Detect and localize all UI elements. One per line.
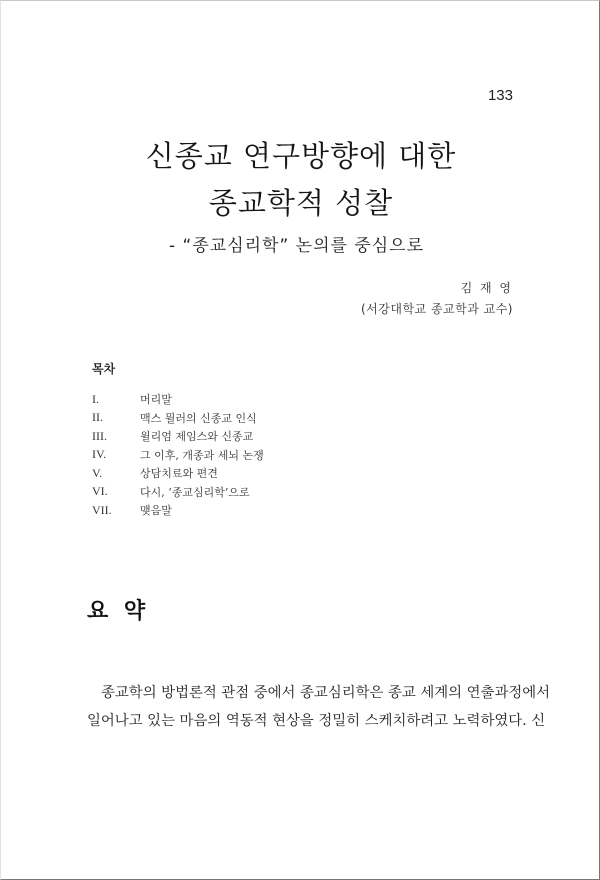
toc-item-text: 다시, ‘종교심리학’으로 [140,485,250,499]
toc-heading: 목차 [92,362,116,376]
toc-item-number: V. [92,465,103,480]
toc-item [92,427,264,446]
toc-item-text: 맺음말 [140,504,172,518]
toc-item [92,446,264,465]
toc-item [92,409,264,428]
toc-item-number: I. [92,391,99,406]
page-number: 133 [487,87,513,104]
title-line-1: 신종교 연구방향에 대한 [145,139,457,173]
toc-item-number: III. [92,428,107,443]
toc-item [92,501,264,520]
toc-item-number: VII. [92,502,112,517]
toc-item [92,390,264,409]
toc-item-text: 윌리엄 제임스와 신종교 [140,430,254,444]
toc-item-text: 머리말 [140,393,172,407]
toc-item-number: IV. [92,447,107,462]
toc-item-text: 그 이후, 개종과 세뇌 논쟁 [140,448,264,462]
author-affiliation: (서강대학교 종교학과 교수) [360,302,513,316]
summary-paragraph-line: 일어나고 있는 마음의 역동적 현상을 정밀히 스케치하려고 노력하였다. 신 [87,713,546,729]
subtitle: - “종교심리학” 논의를 중심으로 [169,236,425,256]
summary-paragraph-line: 종교학의 방법론적 관점 중에서 종교심리학은 종교 세계의 연출과정에서 [101,685,551,701]
summary-heading: 요 약 [87,599,150,624]
toc-item-text: 맥스 뮐러의 신종교 인식 [140,411,257,425]
table-of-contents [92,390,264,520]
toc-item [92,464,264,483]
toc-item-number: VI. [92,484,108,499]
toc-item-text: 상담치료와 편견 [140,467,218,481]
title-line-2: 종교학적 성찰 [208,186,394,220]
author-name: 김 재 영 [460,281,513,295]
toc-item [92,483,264,502]
toc-item-number: II. [92,410,103,425]
